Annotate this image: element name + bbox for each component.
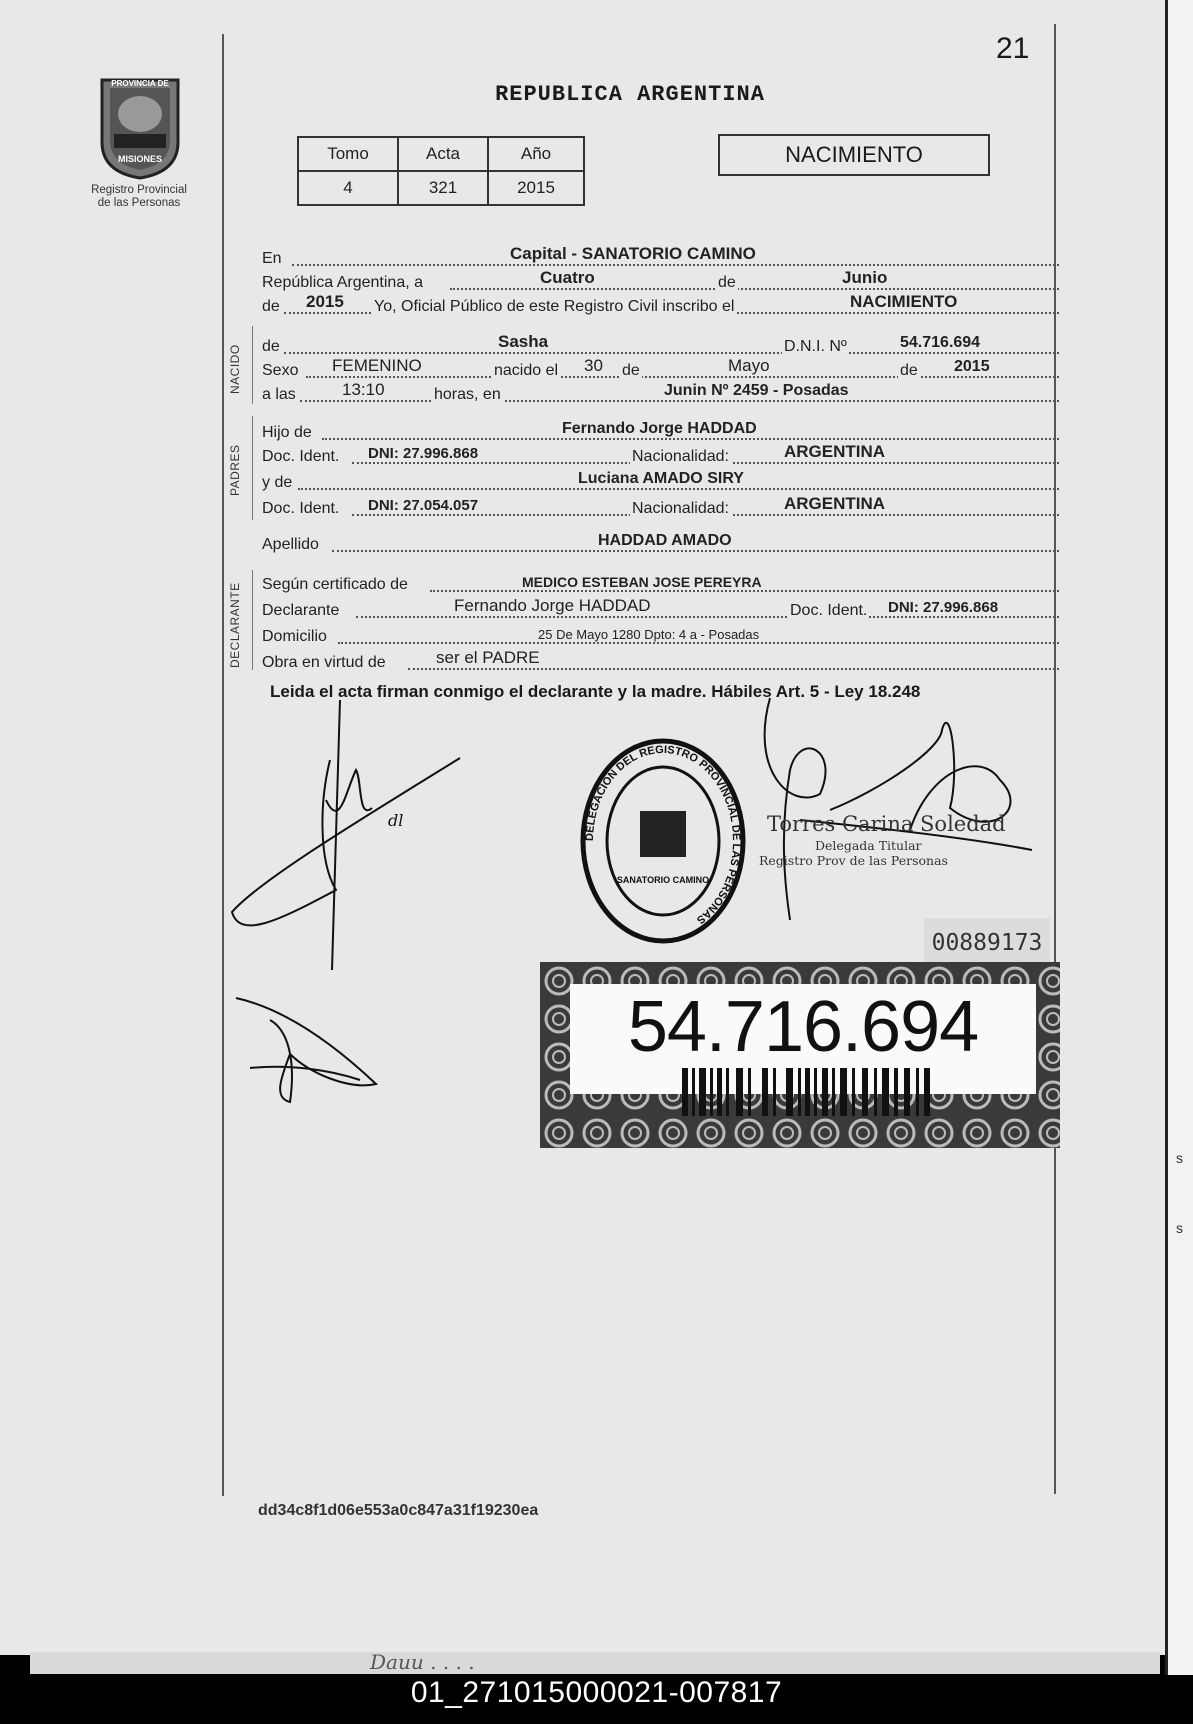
label: de: [718, 274, 736, 291]
footer-file-code: 01_271015000021-007817: [410, 1676, 783, 1709]
registry-value-tomo: 4: [298, 171, 398, 205]
label: de: [900, 362, 918, 379]
label: Obra en virtud de: [262, 654, 386, 671]
value-tipo: NACIMIENTO: [850, 292, 958, 311]
label: Doc. Ident.: [262, 448, 340, 465]
label: nacido el: [494, 362, 559, 379]
sequence-number: 00889173: [924, 918, 1050, 968]
value-padre-nac: ARGENTINA: [784, 442, 886, 461]
logo-caption-line: Registro Provincial: [91, 184, 187, 196]
value-sexo: FEMENINO: [332, 356, 422, 375]
document-title: REPUBLICA ARGENTINA: [495, 82, 765, 107]
label: de: [262, 298, 280, 315]
underlying-handwriting: Dauu . . . .: [370, 1650, 475, 1674]
label: Declarante: [262, 602, 340, 619]
value-anio-nac: 2015: [954, 358, 990, 375]
next-page-edge: [1165, 0, 1193, 1675]
value-dia: Cuatro: [540, 268, 595, 287]
emblem-bottom-text: MISIONES: [117, 154, 163, 164]
value-padre: Fernando Jorge HADDAD: [562, 420, 757, 437]
logo-caption-line: de las Personas: [97, 197, 181, 209]
value-dni: 54.716.694: [900, 334, 981, 351]
value-certificado: MEDICO ESTEBAN JOSE PEREYRA: [522, 574, 762, 590]
page-number: 21: [996, 32, 1030, 65]
value-obra: ser el PADRE: [436, 648, 540, 667]
label: de: [622, 362, 640, 379]
label: Sexo: [262, 362, 299, 379]
label: En: [262, 250, 282, 267]
line-padre: [262, 416, 1059, 440]
label: Apellido: [262, 536, 319, 553]
registry-header-anio: Año: [488, 137, 584, 171]
section-label-declarante: DECLARANTE: [228, 582, 242, 668]
emblem-top-text: PROVINCIA DE: [111, 79, 169, 88]
officer-org: Registro Prov de las Personas: [759, 853, 948, 868]
line-certificado: [262, 568, 1059, 592]
value-hora: 13:10: [342, 380, 385, 399]
logo-caption: [78, 184, 200, 210]
line-declarante: [262, 594, 1059, 618]
label: Hijo de: [262, 424, 312, 441]
registry-header-acta: Acta: [398, 137, 488, 171]
line-anio: [262, 290, 1059, 314]
official-stamp-icon: [578, 737, 748, 945]
label: República Argentina, a: [262, 274, 423, 291]
province-logo: [90, 72, 190, 187]
label: Nacionalidad:: [632, 448, 729, 465]
registry-header-tomo: Tomo: [298, 137, 398, 171]
section-label-nacido: NACIDO: [228, 344, 242, 394]
value-padre-doc: DNI: 27.996.868: [368, 445, 479, 462]
value-madre-doc: DNI: 27.054.057: [368, 497, 479, 514]
stamp-ring-text: DELEGACION DEL REGISTRO PROVINCIAL DE LAS PERSONAS: [583, 743, 743, 926]
label: Domicilio: [262, 628, 327, 645]
label: Nacionalidad:: [632, 500, 729, 517]
document-hash: dd34c8f1d06e553a0c847a31f19230ea: [258, 1502, 539, 1519]
officer-role: Delegada Titular: [815, 838, 922, 853]
province-emblem-icon: [90, 72, 190, 182]
closing-statement: Leida el acta firman conmigo el declarante y la madre. Hábiles Art. 5 - Ley 18.248: [270, 682, 921, 701]
label: y de: [262, 474, 293, 491]
value-dia-nac: 30: [584, 356, 603, 375]
value-lugar-nac: Junin Nº 2459 - Posadas: [664, 382, 849, 399]
officer-signature-icon: [760, 690, 1040, 930]
line-fecha: [262, 266, 1059, 290]
officer-name: Torres Carina Soledad: [767, 812, 1006, 836]
registry-value-acta: 321: [398, 171, 488, 205]
value-declarante-doc: DNI: 27.996.868: [888, 599, 999, 616]
label: horas, en: [434, 386, 501, 403]
value-domicilio: 25 De Mayo 1280 Dpto: 4 a - Posadas: [538, 627, 760, 642]
label: a las: [262, 386, 296, 403]
value-declarante: Fernando Jorge HADDAD: [454, 596, 651, 615]
label: Doc. Ident.: [262, 500, 340, 517]
line-obra: [262, 646, 1059, 670]
signature-mark: dl: [388, 811, 404, 830]
underlying-page: [30, 1652, 1160, 1674]
line-madre-doc: [262, 492, 1059, 516]
label: Doc. Ident.: [790, 602, 868, 619]
margin-mark: s: [1176, 1150, 1183, 1166]
value-madre: Luciana AMADO SIRY: [578, 470, 744, 487]
line-domicilio: [262, 620, 1059, 644]
label: Yo, Oficial Público de este Registro Civil inscribo el: [374, 298, 735, 315]
sticker-dni-number: 54.716.694: [627, 987, 979, 1067]
value-nombre: Sasha: [498, 332, 549, 351]
value-mes: Junio: [842, 268, 888, 287]
line-padre-doc: [262, 440, 1059, 464]
officer-block: [759, 812, 1006, 868]
label: Según certificado de: [262, 576, 408, 593]
label: de: [262, 338, 280, 355]
section-bar: [252, 416, 253, 520]
barcode-icon: [682, 1068, 932, 1118]
section-bar: [252, 570, 253, 670]
value-lugar: Capital - SANATORIO CAMINO: [510, 244, 756, 263]
mother-signature-icon: [230, 990, 390, 1110]
sticker-face: [570, 984, 1036, 1094]
margin-mark: s: [1176, 1220, 1183, 1236]
registry-value-anio: 2015: [488, 171, 584, 205]
line-madre: [262, 466, 1059, 490]
value-madre-nac: ARGENTINA: [784, 494, 886, 513]
line-apellido: [262, 528, 1059, 552]
label: D.N.I. Nº: [784, 338, 847, 355]
stamp-inner-text: SANATORIO CAMINO: [616, 875, 710, 885]
dni-sticker: [540, 962, 1060, 1148]
section-label-padres: PADRES: [228, 444, 242, 496]
record-type-box: NACIMIENTO: [718, 134, 990, 176]
value-anio: 2015: [306, 292, 344, 311]
line-nombre: [262, 330, 1059, 354]
section-bar: [252, 326, 253, 404]
value-apellido: HADDAD AMADO: [598, 532, 732, 549]
line-sexo: [262, 354, 1059, 378]
line-lugar: [262, 242, 1059, 266]
value-mes-nac: Mayo: [728, 356, 770, 375]
declarant-signature-icon: [220, 690, 480, 980]
line-hora: [262, 378, 1059, 402]
registry-table: [297, 136, 585, 206]
